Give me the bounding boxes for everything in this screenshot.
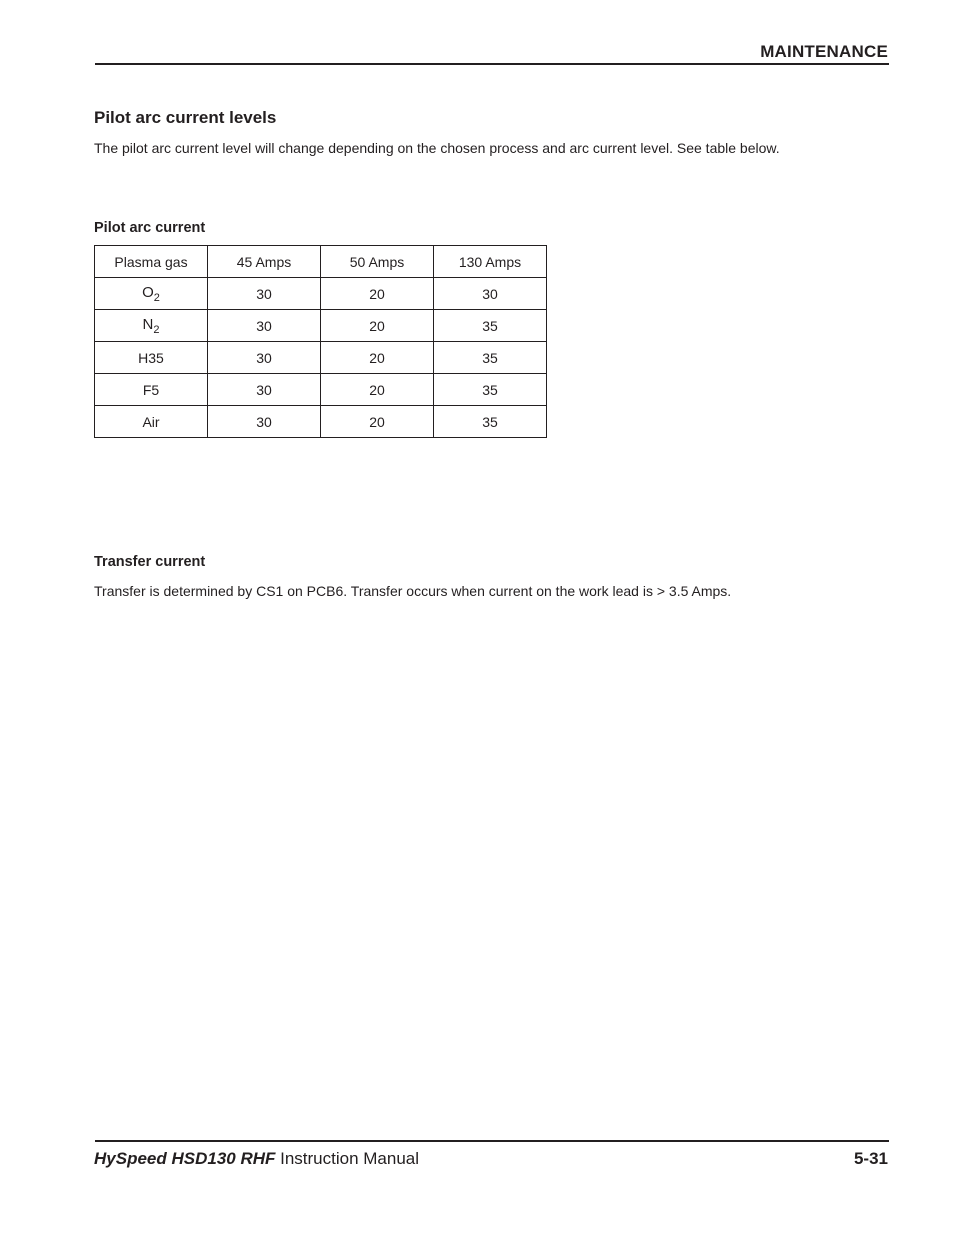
value-cell: 20 [321,342,434,374]
table-header-row [95,246,547,278]
running-header: MAINTENANCE [760,42,888,61]
gas-subscript: 2 [153,291,160,304]
gas-cell [95,278,208,310]
footer-title [94,1149,419,1169]
gas-name: N [142,315,154,333]
table-row [95,278,547,310]
value-cell: 35 [434,406,547,438]
gas-cell [95,342,208,374]
column-header: Plasma gas [95,246,208,278]
table-row [95,406,547,438]
column-header: 45 Amps [208,246,321,278]
value-cell: 20 [321,310,434,342]
gas-cell [95,374,208,406]
value-cell: 30 [434,278,547,310]
gas-subscript: 2 [153,323,160,336]
table-row [95,374,547,406]
value-cell: 30 [208,406,321,438]
value-cell: 20 [321,374,434,406]
table-caption: Pilot arc current [94,220,206,236]
table-row [95,310,547,342]
transfer-heading: Transfer current [94,554,206,570]
value-cell: 35 [434,342,547,374]
gas-name: F5 [142,381,160,398]
manual-label: Instruction Manual [275,1149,420,1168]
value-cell: 30 [208,374,321,406]
gas-name: H35 [138,349,164,366]
header-rule [95,63,889,65]
intro-paragraph: The pilot arc current level will change depending on the chosen process and arc current level. See table below. [94,140,780,156]
value-cell: 30 [208,310,321,342]
gas-name: O [142,283,154,301]
product-name: HySpeed HSD130 RHF [94,1149,276,1168]
value-cell: 20 [321,406,434,438]
value-cell: 30 [208,278,321,310]
value-cell: 35 [434,310,547,342]
value-cell: 35 [434,374,547,406]
section-heading: Pilot arc current levels [94,108,277,127]
gas-cell [95,310,208,342]
transfer-paragraph: Transfer is determined by CS1 on PCB6. Transfer occurs when current on the work lead is > 3.5 Amps. [94,583,732,599]
value-cell: 20 [321,278,434,310]
value-cell: 30 [208,342,321,374]
table-row [95,342,547,374]
page-number: 5-31 [853,1149,888,1168]
column-header: 130 Amps [434,246,547,278]
gas-cell [95,406,208,438]
column-header: 50 Amps [321,246,434,278]
pilot-arc-current-table [94,245,547,438]
footer-rule [95,1140,889,1142]
gas-name: Air [142,413,160,430]
